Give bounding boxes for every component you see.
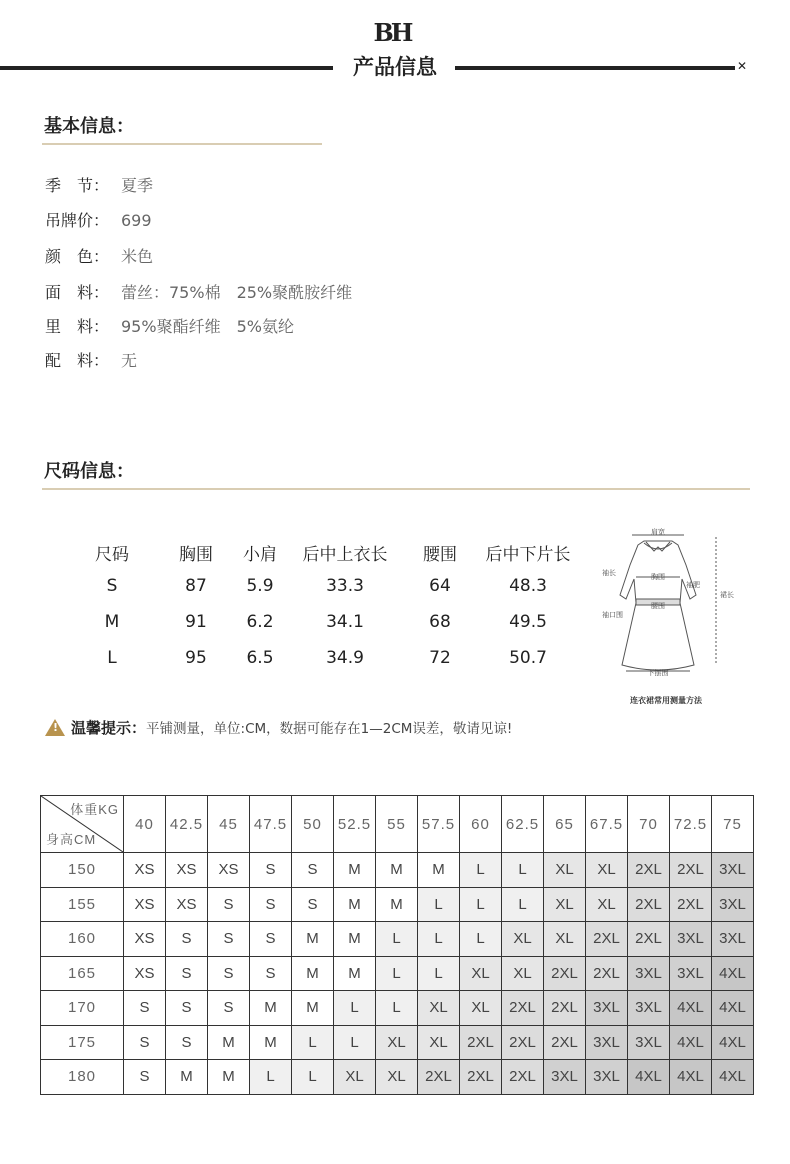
basic-info-row [45,208,152,231]
size-recommendation-cell: 4XL [670,1060,712,1095]
label-sleeve: 袖长 [602,569,616,577]
header-mark-icon: ✕ [736,59,747,73]
size-recommendation-cell: M [250,991,292,1026]
label-cuff: 袖口围 [602,611,623,619]
weight-header: 65 [544,796,586,853]
grid-row [41,1025,754,1060]
size-recommendation-cell: M [376,853,418,888]
size-recommendation-cell: 2XL [628,887,670,922]
label-shoulder: 肩宽 [651,528,665,536]
size-recommendation-cell: 3XL [628,991,670,1026]
info-label: 吊牌价： [45,211,110,230]
info-label: 面 料： [45,283,110,302]
size-cell: 68 [429,612,451,632]
size-recommendation-cell: XL [460,991,502,1026]
size-recommendation-cell: 2XL [628,853,670,888]
size-recommendation-cell: S [292,887,334,922]
size-cell: 34.1 [326,612,364,632]
basic-info-row [45,314,294,337]
size-info-divider [42,488,750,490]
height-header: 155 [41,887,124,922]
size-recommendation-cell: L [376,956,418,991]
dress-measurement-diagram [598,525,748,710]
size-recommendation-cell: 2XL [460,1060,502,1095]
size-recommendation-cell: 3XL [628,1025,670,1060]
figure-caption: 连衣裙常用测量方法 [630,696,702,705]
size-recommendation-cell: 3XL [586,991,628,1026]
size-cell: 95 [185,648,207,668]
size-recommendation-cell: 2XL [586,922,628,957]
size-recommendation-cell: L [334,1025,376,1060]
size-recommendation-cell: L [460,853,502,888]
size-recommendation-cell: 3XL [586,1025,628,1060]
tip-text: 平铺测量，单位:CM，数据可能存在1—2CM误差，敬请见谅! [146,721,513,737]
size-recommendation-cell: M [418,853,460,888]
size-recommendation-cell: 3XL [586,1060,628,1095]
size-cell: 72 [429,648,451,668]
size-recommendation-cell: L [418,956,460,991]
size-recommendation-cell: 2XL [544,1025,586,1060]
label-armhole: 袖肥 [686,581,700,589]
size-column-header: 后中上衣长 [302,545,388,565]
height-header: 165 [41,956,124,991]
size-recommendation-cell: S [208,887,250,922]
size-recommendation-cell: 4XL [712,1060,754,1095]
grid-row [41,956,754,991]
weight-header: 52.5 [334,796,376,853]
size-recommendation-cell: S [208,956,250,991]
weight-header: 50 [292,796,334,853]
size-recommendation-cell: S [124,1060,166,1095]
size-recommendation-cell: M [292,991,334,1026]
grid-row [41,853,754,888]
size-cell: 87 [185,576,207,596]
size-recommendation-cell: S [208,922,250,957]
weight-header: 70 [628,796,670,853]
size-recommendation-cell: M [334,922,376,957]
size-cell: M [104,612,120,632]
size-cell: S [106,576,118,596]
size-recommendation-cell: S [292,853,334,888]
grid-corner [41,796,124,853]
weight-header: 57.5 [418,796,460,853]
label-waist: 腰围 [651,602,665,610]
size-cell: 34.9 [326,648,364,668]
size-recommendation-cell: 4XL [712,1025,754,1060]
header-rule-left [0,66,333,70]
tip-title: 温馨提示： [71,719,147,737]
size-recommendation-cell: 2XL [670,853,712,888]
label-chest: 胸围 [651,573,665,581]
size-recommendation-cell: XL [544,853,586,888]
size-cell: 5.9 [246,576,274,596]
size-recommendation-cell: XS [124,887,166,922]
weight-header: 75 [712,796,754,853]
page-title: 产品信息 [353,55,437,79]
size-recommendation-cell: 2XL [628,922,670,957]
size-recommendation-cell: L [418,887,460,922]
size-recommendation-cell: M [292,956,334,991]
tip-notice [45,716,512,738]
info-value: 蕾丝：75%棉 25%聚酰胺纤维 [121,283,353,302]
height-header: 175 [41,1025,124,1060]
size-recommendation-cell: M [334,853,376,888]
size-recommendation-cell: L [334,991,376,1026]
size-recommendation-cell: 3XL [712,853,754,888]
size-info-title: 尺码信息： [44,461,134,482]
size-recommendation-cell: 2XL [586,956,628,991]
size-cell: 49.5 [509,612,547,632]
info-value: 95%聚酯纤维 5%氨纶 [121,317,294,336]
size-recommendation-grid [40,795,754,1095]
size-recommendation-cell: 3XL [670,956,712,991]
size-recommendation-cell: M [376,887,418,922]
size-recommendation-cell: 2XL [418,1060,460,1095]
grid-row [41,922,754,957]
weight-header: 42.5 [166,796,208,853]
weight-header: 45 [208,796,250,853]
size-recommendation-cell: 2XL [502,1025,544,1060]
height-header: 180 [41,1060,124,1095]
height-header: 150 [41,853,124,888]
weight-header: 62.5 [502,796,544,853]
size-recommendation-cell: L [460,922,502,957]
info-value: 米色 [121,247,154,266]
weight-header: 67.5 [586,796,628,853]
size-recommendation-cell: S [166,1025,208,1060]
size-recommendation-cell: S [166,922,208,957]
size-recommendation-cell: S [250,956,292,991]
size-recommendation-cell: XL [586,853,628,888]
size-recommendation-cell: S [250,853,292,888]
size-recommendation-cell: S [250,887,292,922]
size-recommendation-cell: 4XL [712,956,754,991]
size-recommendation-cell: S [124,991,166,1026]
size-recommendation-cell: L [376,922,418,957]
warning-icon [45,719,65,736]
size-recommendation-cell: XS [124,956,166,991]
size-recommendation-cell: L [292,1060,334,1095]
size-recommendation-cell: 3XL [628,956,670,991]
info-value: 699 [121,211,152,230]
info-value: 夏季 [121,176,154,195]
size-recommendation-cell: M [208,1060,250,1095]
size-recommendation-cell: XS [124,922,166,957]
info-label: 颜 色： [45,247,110,266]
grid-row [41,887,754,922]
height-header: 170 [41,991,124,1026]
size-recommendation-cell: 2XL [502,1060,544,1095]
size-recommendation-cell: L [376,991,418,1026]
weight-axis-label: 体重KG [70,802,119,817]
size-recommendation-cell: XL [418,991,460,1026]
basic-info-divider [42,143,322,145]
info-label: 季 节： [45,176,110,195]
size-column-header: 后中下片长 [485,545,571,565]
size-recommendation-cell: 2XL [460,1025,502,1060]
height-axis-label: 身高CM [46,832,97,847]
size-recommendation-cell: S [250,922,292,957]
size-recommendation-cell: M [292,922,334,957]
size-recommendation-cell: XL [502,956,544,991]
size-recommendation-cell: L [250,1060,292,1095]
size-recommendation-cell: 3XL [670,922,712,957]
size-recommendation-cell: 2XL [544,956,586,991]
basic-info-row [45,348,137,371]
basic-info-row [45,280,352,303]
size-recommendation-cell: XS [166,887,208,922]
size-recommendation-cell: S [208,991,250,1026]
size-cell: 6.5 [246,648,274,668]
basic-info-title: 基本信息： [44,116,134,137]
size-recommendation-cell: XL [418,1025,460,1060]
size-recommendation-cell: XL [376,1060,418,1095]
size-recommendation-cell: M [334,956,376,991]
size-recommendation-cell: XL [502,922,544,957]
size-recommendation-cell: M [334,887,376,922]
size-recommendation-cell: 4XL [670,991,712,1026]
size-recommendation-cell: L [418,922,460,957]
size-recommendation-cell: 4XL [628,1060,670,1095]
size-cell: 50.7 [509,648,547,668]
size-recommendation-cell: XL [376,1025,418,1060]
size-recommendation-cell: XS [166,853,208,888]
size-recommendation-cell: 3XL [712,887,754,922]
header-rule-right [455,66,735,70]
size-recommendation-cell: XL [460,956,502,991]
size-recommendation-cell: 2XL [544,991,586,1026]
size-cell: 6.2 [246,612,274,632]
grid-row [41,1060,754,1095]
brand-logo: BH [373,18,411,47]
size-recommendation-cell: M [208,1025,250,1060]
size-column-header: 胸围 [179,545,213,565]
basic-info-row [45,244,153,267]
size-recommendation-cell: XL [544,922,586,957]
size-recommendation-cell: S [166,956,208,991]
size-recommendation-cell: XS [124,853,166,888]
height-header: 160 [41,922,124,957]
size-recommendation-cell: L [460,887,502,922]
size-recommendation-cell: M [250,1025,292,1060]
info-label: 里 料： [45,317,110,336]
weight-header: 72.5 [670,796,712,853]
size-cell: 64 [429,576,451,596]
info-label: 配 料： [45,351,110,370]
size-recommendation-cell: S [124,1025,166,1060]
size-recommendation-cell: L [502,853,544,888]
size-recommendation-cell: L [292,1025,334,1060]
size-recommendation-cell: XL [586,887,628,922]
size-recommendation-cell: XL [544,887,586,922]
size-cell: L [107,648,117,668]
label-hem: 下摆围 [647,669,669,677]
size-recommendation-cell: L [502,887,544,922]
size-column-header: 腰围 [423,545,457,565]
weight-header: 55 [376,796,418,853]
size-recommendation-cell: XL [334,1060,376,1095]
label-skirt: 裙长 [720,591,734,599]
weight-header: 60 [460,796,502,853]
info-value: 无 [121,351,138,370]
size-recommendation-cell: 4XL [670,1025,712,1060]
size-recommendation-cell: 2XL [670,887,712,922]
size-column-header: 尺码 [95,545,129,565]
weight-header: 47.5 [250,796,292,853]
weight-header: 40 [124,796,166,853]
size-recommendation-cell: S [166,991,208,1026]
size-recommendation-cell: 4XL [712,991,754,1026]
size-recommendation-cell: XS [208,853,250,888]
size-cell: 91 [185,612,207,632]
size-recommendation-cell: M [166,1060,208,1095]
grid-row [41,991,754,1026]
basic-info-row [45,173,153,196]
size-column-header: 小肩 [243,545,277,565]
size-recommendation-cell: 2XL [502,991,544,1026]
size-recommendation-cell: 3XL [544,1060,586,1095]
size-cell: 48.3 [509,576,547,596]
size-cell: 33.3 [326,576,364,596]
size-recommendation-cell: 3XL [712,922,754,957]
